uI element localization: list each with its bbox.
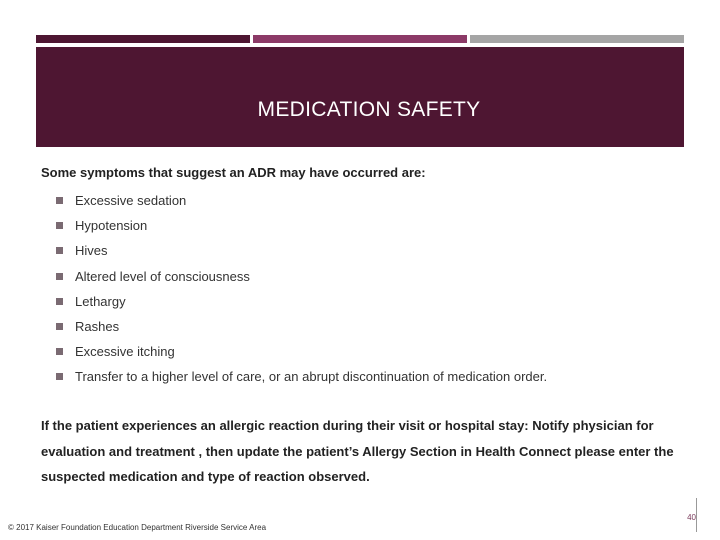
title-bar — [36, 47, 684, 147]
list-item — [56, 188, 547, 213]
square-bullet-icon — [56, 323, 63, 330]
page-number: 40 — [687, 513, 696, 522]
list-item — [56, 238, 547, 263]
list-item-label: Excessive sedation — [75, 193, 187, 209]
intro-text: Some symptoms that suggest an ADR may have occurred are: — [41, 165, 426, 180]
square-bullet-icon — [56, 348, 63, 355]
header-stripe-plum — [253, 35, 467, 43]
square-bullet-icon — [56, 298, 63, 305]
list-item — [56, 314, 547, 339]
list-item-label: Transfer to a higher level of care, or an abrupt discontinuation of medication order. — [75, 369, 548, 385]
square-bullet-icon — [56, 247, 63, 254]
list-item — [56, 339, 547, 364]
list-item — [56, 364, 547, 389]
footer-copyright: © 2017 Kaiser Foundation Education Department Riverside Service Area — [8, 523, 267, 532]
slide-title: MEDICATION SAFETY — [257, 98, 481, 121]
list-item-label: Hives — [75, 243, 108, 259]
list-item-label: Hypotension — [75, 218, 148, 234]
list-item-label: Rashes — [75, 319, 120, 335]
page-divider — [696, 498, 697, 532]
square-bullet-icon — [56, 373, 63, 380]
list-item — [56, 213, 547, 238]
list-item-label: Lethargy — [75, 293, 126, 309]
square-bullet-icon — [56, 222, 63, 229]
header-stripe-gray — [470, 35, 684, 43]
square-bullet-icon — [56, 273, 63, 280]
header-stripe-dark — [36, 35, 250, 43]
allergy-instruction: If the patient experiences an allergic reaction during their visit or hospital stay: Notify physician for evaluation and treatment , then update the patient’s Allergy Section in Health Connect please enter the suspected medication and type of reaction observed. — [41, 418, 674, 484]
list-item-label: Excessive itching — [75, 344, 175, 360]
list-item — [56, 264, 547, 289]
list-item — [56, 289, 547, 314]
list-item-label: Altered level of consciousness — [75, 268, 250, 284]
square-bullet-icon — [56, 197, 63, 204]
symptom-list — [56, 188, 547, 390]
